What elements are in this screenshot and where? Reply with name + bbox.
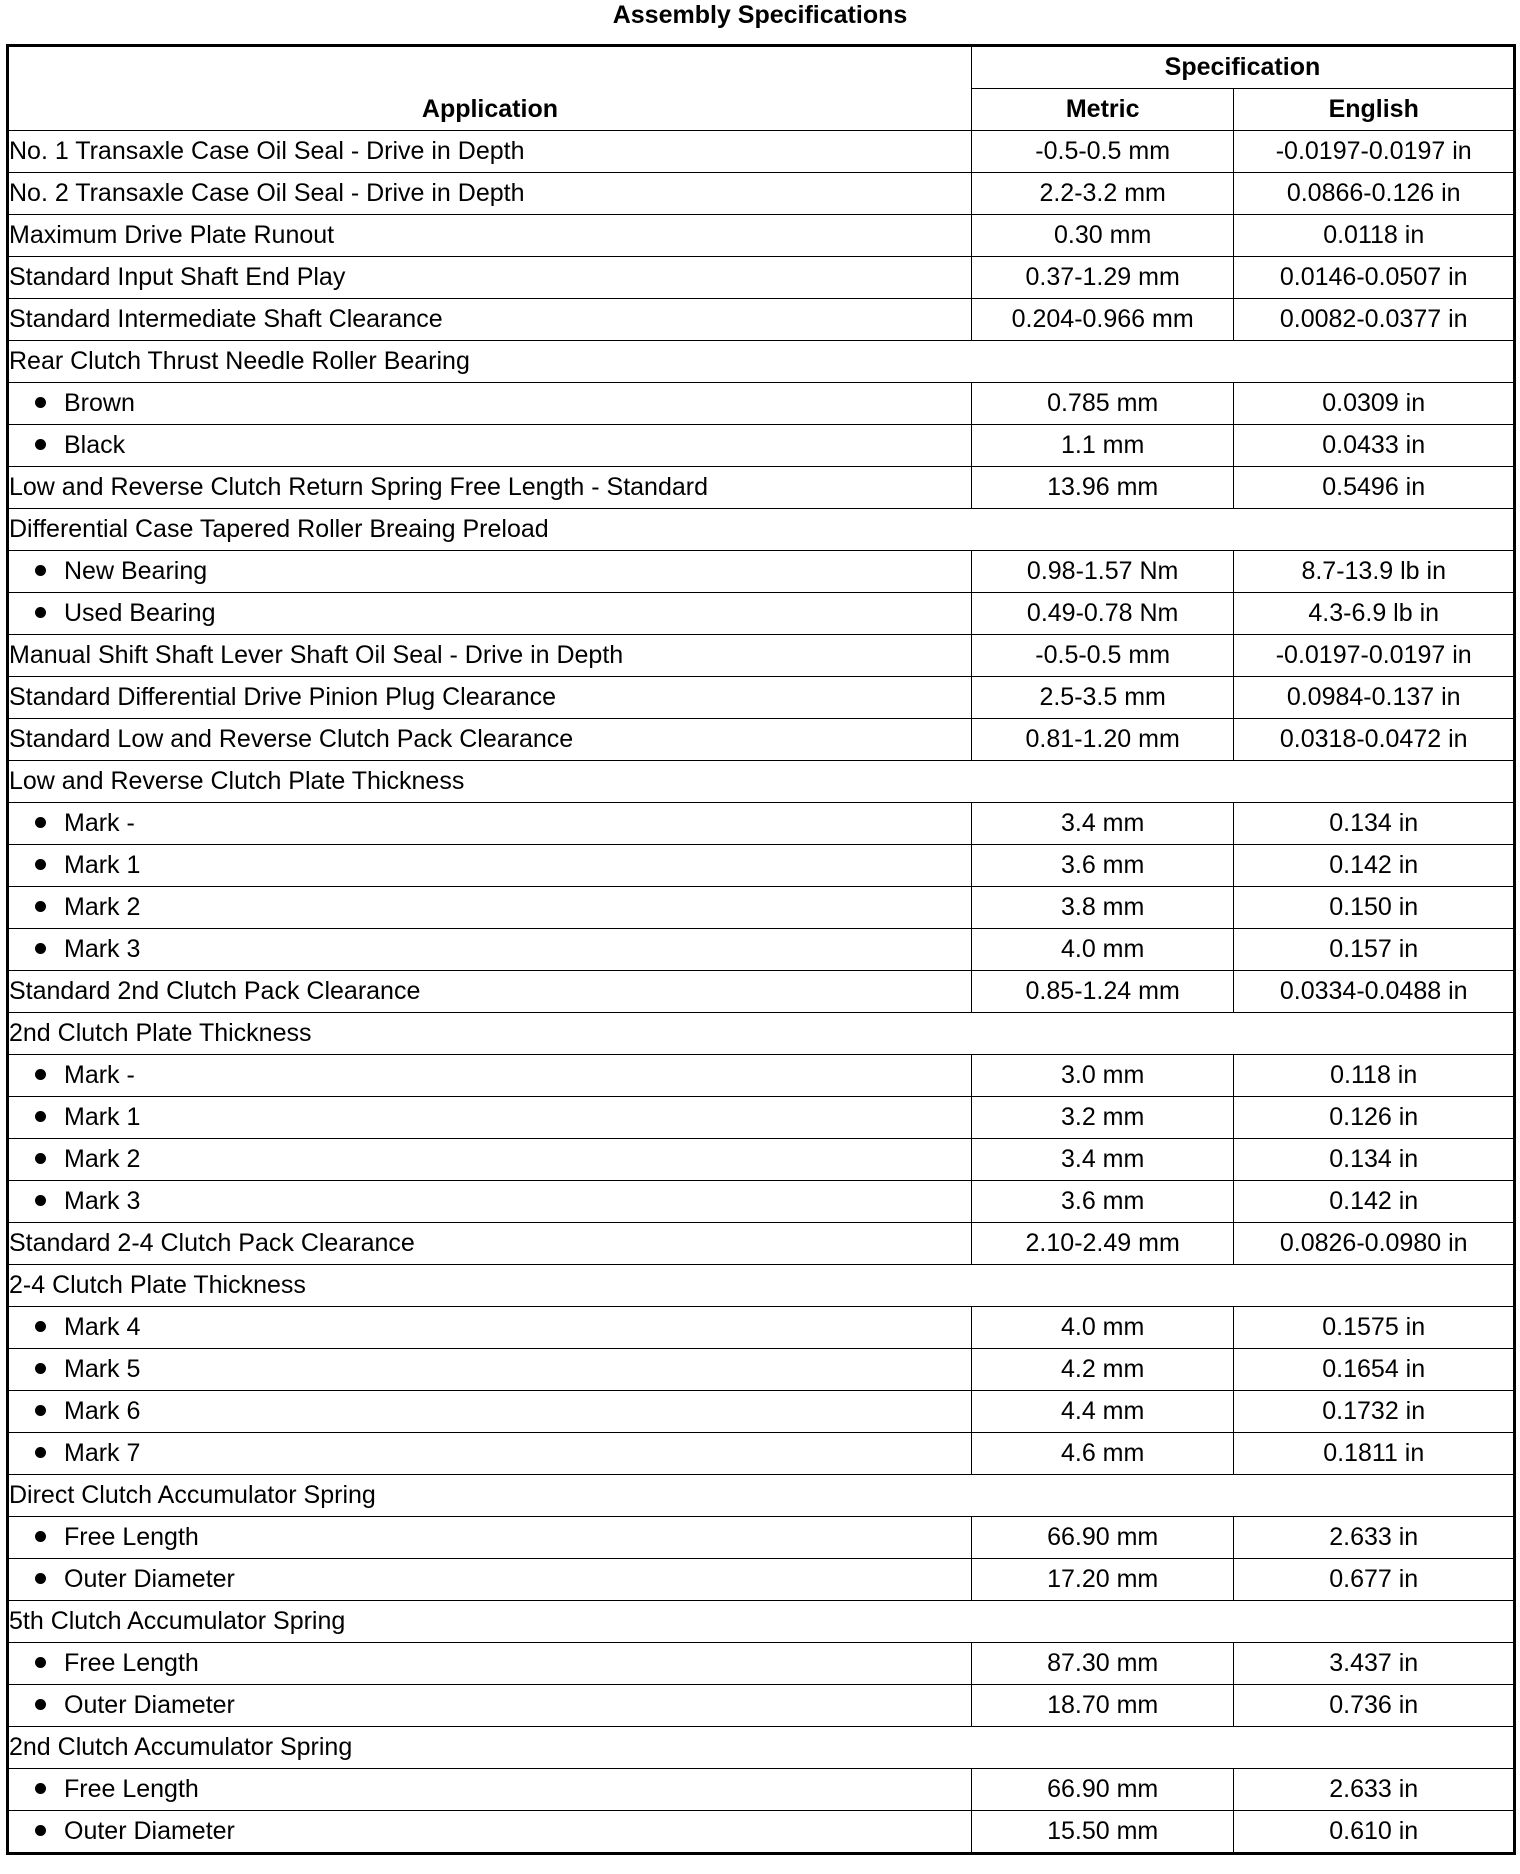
- group-label: 2nd Clutch Plate Thickness: [8, 1013, 1515, 1055]
- application-cell: [8, 1559, 972, 1601]
- application-label: Mark 6: [64, 1397, 141, 1425]
- bullet-icon: [35, 1699, 46, 1710]
- bullet-icon: [35, 1531, 46, 1542]
- english-value: 0.1654 in: [1234, 1349, 1515, 1391]
- application-label: Free Length: [64, 1523, 199, 1551]
- application-label: Mark -: [64, 809, 135, 837]
- english-value: 2.633 in: [1234, 1769, 1515, 1811]
- metric-value: 4.0 mm: [971, 929, 1234, 971]
- bullet-icon: [35, 1657, 46, 1668]
- metric-value: 66.90 mm: [971, 1769, 1234, 1811]
- application-label: Free Length: [64, 1649, 199, 1677]
- application-cell: [8, 1097, 972, 1139]
- metric-value: 0.37-1.29 mm: [971, 257, 1234, 299]
- english-value: 0.0866-0.126 in: [1234, 173, 1515, 215]
- column-header-application: Application: [8, 46, 972, 131]
- application-cell: [8, 845, 972, 887]
- application-cell: [8, 1181, 972, 1223]
- application-cell: [8, 593, 972, 635]
- english-value: 0.157 in: [1234, 929, 1515, 971]
- table-row: [8, 635, 1515, 677]
- table-row: [8, 971, 1515, 1013]
- application-cell: [8, 215, 972, 257]
- metric-value: 4.0 mm: [971, 1307, 1234, 1349]
- table-row: [8, 1055, 1515, 1097]
- metric-value: 3.6 mm: [971, 1181, 1234, 1223]
- application-label: New Bearing: [64, 557, 208, 585]
- application-cell: [8, 1769, 972, 1811]
- bullet-icon: [35, 1069, 46, 1080]
- table-row: [8, 593, 1515, 635]
- application-cell: [8, 257, 972, 299]
- column-header-specification: Specification: [971, 46, 1514, 89]
- metric-value: 18.70 mm: [971, 1685, 1234, 1727]
- application-cell: [8, 971, 972, 1013]
- table-row: [8, 1181, 1515, 1223]
- metric-value: 66.90 mm: [971, 1517, 1234, 1559]
- table-row: [8, 257, 1515, 299]
- application-label: Used Bearing: [64, 599, 216, 627]
- application-cell: [8, 1685, 972, 1727]
- application-label: Mark 7: [64, 1439, 141, 1467]
- table-row: [8, 1097, 1515, 1139]
- application-cell: [8, 635, 972, 677]
- english-value: 0.0118 in: [1234, 215, 1515, 257]
- application-label: Mark 2: [64, 1145, 141, 1173]
- english-value: 4.3-6.9 lb in: [1234, 593, 1515, 635]
- application-label: Mark 3: [64, 1187, 141, 1215]
- application-label: Mark 4: [64, 1313, 141, 1341]
- application-cell: [8, 887, 972, 929]
- english-value: 3.437 in: [1234, 1643, 1515, 1685]
- application-label: Mark 1: [64, 1103, 141, 1131]
- application-label: Standard Input Shaft End Play: [9, 263, 346, 291]
- metric-value: 13.96 mm: [971, 467, 1234, 509]
- application-cell: [8, 1433, 972, 1475]
- table-row: [8, 887, 1515, 929]
- application-cell: [8, 467, 972, 509]
- application-label: Mark 1: [64, 851, 141, 879]
- english-value: 0.134 in: [1234, 1139, 1515, 1181]
- english-value: 0.0318-0.0472 in: [1234, 719, 1515, 761]
- metric-value: -0.5-0.5 mm: [971, 635, 1234, 677]
- table-row: [8, 1685, 1515, 1727]
- bullet-icon: [35, 397, 46, 408]
- application-cell: [8, 803, 972, 845]
- metric-value: 15.50 mm: [971, 1811, 1234, 1854]
- group-label: 2-4 Clutch Plate Thickness: [8, 1265, 1515, 1307]
- application-cell: [8, 1139, 972, 1181]
- group-header-row: [8, 1265, 1515, 1307]
- metric-value: 1.1 mm: [971, 425, 1234, 467]
- english-value: 0.0146-0.0507 in: [1234, 257, 1515, 299]
- application-label: Brown: [64, 389, 135, 417]
- table-row: [8, 1307, 1515, 1349]
- english-value: -0.0197-0.0197 in: [1234, 635, 1515, 677]
- group-header-row: [8, 761, 1515, 803]
- application-label: Mark -: [64, 1061, 135, 1089]
- column-header-english: English: [1234, 89, 1515, 131]
- bullet-icon: [35, 901, 46, 912]
- application-cell: [8, 1223, 972, 1265]
- group-header-row: [8, 1601, 1515, 1643]
- application-label: Black: [64, 431, 126, 459]
- application-cell: [8, 1307, 972, 1349]
- table-row: [8, 1433, 1515, 1475]
- application-label: Mark 2: [64, 893, 141, 921]
- metric-value: 2.10-2.49 mm: [971, 1223, 1234, 1265]
- application-label: Standard Intermediate Shaft Clearance: [9, 305, 443, 333]
- table-row: [8, 425, 1515, 467]
- metric-value: 3.4 mm: [971, 803, 1234, 845]
- metric-value: 2.2-3.2 mm: [971, 173, 1234, 215]
- table-row: [8, 1349, 1515, 1391]
- metric-value: 3.0 mm: [971, 1055, 1234, 1097]
- application-label: Outer Diameter: [64, 1817, 235, 1845]
- bullet-icon: [35, 1321, 46, 1332]
- table-row: [8, 1811, 1515, 1854]
- english-value: 0.0309 in: [1234, 383, 1515, 425]
- english-value: 0.142 in: [1234, 1181, 1515, 1223]
- table-row: [8, 173, 1515, 215]
- english-value: 0.0826-0.0980 in: [1234, 1223, 1515, 1265]
- bullet-icon: [35, 565, 46, 576]
- english-value: 0.118 in: [1234, 1055, 1515, 1097]
- english-value: 0.677 in: [1234, 1559, 1515, 1601]
- bullet-icon: [35, 1111, 46, 1122]
- table-row: [8, 1391, 1515, 1433]
- english-value: 0.1811 in: [1234, 1433, 1515, 1475]
- table-title: Assembly Specifications: [612, 1, 908, 29]
- table-body: [8, 131, 1515, 1854]
- metric-value: 3.6 mm: [971, 845, 1234, 887]
- application-label: Mark 5: [64, 1355, 141, 1383]
- column-header-metric: Metric: [971, 89, 1234, 131]
- group-label: 5th Clutch Accumulator Spring: [8, 1601, 1515, 1643]
- bullet-icon: [35, 817, 46, 828]
- bullet-icon: [35, 607, 46, 618]
- metric-value: 0.204-0.966 mm: [971, 299, 1234, 341]
- english-value: 0.0984-0.137 in: [1234, 677, 1515, 719]
- application-cell: [8, 173, 972, 215]
- application-cell: [8, 1055, 972, 1097]
- table-row: [8, 215, 1515, 257]
- table-row: [8, 845, 1515, 887]
- group-header-row: [8, 341, 1515, 383]
- metric-value: 87.30 mm: [971, 1643, 1234, 1685]
- application-cell: [8, 551, 972, 593]
- english-value: 0.134 in: [1234, 803, 1515, 845]
- application-label: Standard 2nd Clutch Pack Clearance: [9, 977, 421, 1005]
- application-cell: [8, 1643, 972, 1685]
- application-cell: [8, 719, 972, 761]
- english-value: -0.0197-0.0197 in: [1234, 131, 1515, 173]
- table-row: [8, 1139, 1515, 1181]
- english-value: 0.142 in: [1234, 845, 1515, 887]
- table-row: [8, 1223, 1515, 1265]
- bullet-icon: [35, 1447, 46, 1458]
- metric-value: 3.4 mm: [971, 1139, 1234, 1181]
- english-value: 0.0334-0.0488 in: [1234, 971, 1515, 1013]
- application-label: Mark 3: [64, 935, 141, 963]
- table-row: [8, 299, 1515, 341]
- metric-value: 4.4 mm: [971, 1391, 1234, 1433]
- group-label: Differential Case Tapered Roller Breaing Preload: [8, 509, 1515, 551]
- application-cell: [8, 131, 972, 173]
- metric-value: 4.6 mm: [971, 1433, 1234, 1475]
- bullet-icon: [35, 1573, 46, 1584]
- table-row: [8, 1559, 1515, 1601]
- application-cell: [8, 929, 972, 971]
- group-header-row: [8, 1475, 1515, 1517]
- application-cell: [8, 425, 972, 467]
- assembly-specifications-table: [6, 44, 1516, 1855]
- table-row: [8, 467, 1515, 509]
- application-cell: [8, 1349, 972, 1391]
- metric-value: 3.8 mm: [971, 887, 1234, 929]
- bullet-icon: [35, 859, 46, 870]
- application-label: Free Length: [64, 1775, 199, 1803]
- table-row: [8, 677, 1515, 719]
- english-value: 0.0433 in: [1234, 425, 1515, 467]
- application-cell: [8, 677, 972, 719]
- group-label: Rear Clutch Thrust Needle Roller Bearing: [8, 341, 1515, 383]
- english-value: 0.1732 in: [1234, 1391, 1515, 1433]
- metric-value: 0.785 mm: [971, 383, 1234, 425]
- application-label: Outer Diameter: [64, 1565, 235, 1593]
- application-label: Standard Differential Drive Pinion Plug Clearance: [9, 683, 557, 711]
- table-row: [8, 1769, 1515, 1811]
- application-label: Standard Low and Reverse Clutch Pack Clearance: [9, 725, 574, 753]
- group-header-row: [8, 1727, 1515, 1769]
- english-value: 0.610 in: [1234, 1811, 1515, 1854]
- bullet-icon: [35, 1153, 46, 1164]
- application-label: Manual Shift Shaft Lever Shaft Oil Seal - Drive in Depth: [9, 641, 624, 669]
- bullet-icon: [35, 439, 46, 450]
- bullet-icon: [35, 943, 46, 954]
- english-value: 8.7-13.9 lb in: [1234, 551, 1515, 593]
- application-cell: [8, 383, 972, 425]
- table-row: [8, 1517, 1515, 1559]
- table-row: [8, 551, 1515, 593]
- application-label: No. 2 Transaxle Case Oil Seal - Drive in Depth: [9, 179, 525, 207]
- english-value: 2.633 in: [1234, 1517, 1515, 1559]
- group-header-row: [8, 1013, 1515, 1055]
- english-value: 0.0082-0.0377 in: [1234, 299, 1515, 341]
- table-row: [8, 929, 1515, 971]
- table-row: [8, 383, 1515, 425]
- application-label: Outer Diameter: [64, 1691, 235, 1719]
- english-value: 0.1575 in: [1234, 1307, 1515, 1349]
- english-value: 0.5496 in: [1234, 467, 1515, 509]
- application-label: No. 1 Transaxle Case Oil Seal - Drive in Depth: [9, 137, 525, 165]
- table-row: [8, 803, 1515, 845]
- bullet-icon: [35, 1825, 46, 1836]
- table-row: [8, 719, 1515, 761]
- bullet-icon: [35, 1783, 46, 1794]
- application-label: Maximum Drive Plate Runout: [9, 221, 335, 249]
- english-value: 0.150 in: [1234, 887, 1515, 929]
- metric-value: 17.20 mm: [971, 1559, 1234, 1601]
- application-label: Standard 2-4 Clutch Pack Clearance: [9, 1229, 415, 1257]
- application-label: Low and Reverse Clutch Return Spring Free Length - Standard: [9, 473, 708, 501]
- application-cell: [8, 1391, 972, 1433]
- metric-value: 0.81-1.20 mm: [971, 719, 1234, 761]
- metric-value: 2.5-3.5 mm: [971, 677, 1234, 719]
- application-cell: [8, 1517, 972, 1559]
- group-label: 2nd Clutch Accumulator Spring: [8, 1727, 1515, 1769]
- english-value: 0.736 in: [1234, 1685, 1515, 1727]
- table-row: [8, 131, 1515, 173]
- group-label: Direct Clutch Accumulator Spring: [8, 1475, 1515, 1517]
- metric-value: 0.49-0.78 Nm: [971, 593, 1234, 635]
- metric-value: 0.30 mm: [971, 215, 1234, 257]
- bullet-icon: [35, 1363, 46, 1374]
- group-label: Low and Reverse Clutch Plate Thickness: [8, 761, 1515, 803]
- application-cell: [8, 1811, 972, 1854]
- group-header-row: [8, 509, 1515, 551]
- bullet-icon: [35, 1195, 46, 1206]
- table-row: [8, 1643, 1515, 1685]
- bullet-icon: [35, 1405, 46, 1416]
- metric-value: 3.2 mm: [971, 1097, 1234, 1139]
- metric-value: 0.85-1.24 mm: [971, 971, 1234, 1013]
- metric-value: 0.98-1.57 Nm: [971, 551, 1234, 593]
- application-cell: [8, 299, 972, 341]
- metric-value: 4.2 mm: [971, 1349, 1234, 1391]
- english-value: 0.126 in: [1234, 1097, 1515, 1139]
- metric-value: -0.5-0.5 mm: [971, 131, 1234, 173]
